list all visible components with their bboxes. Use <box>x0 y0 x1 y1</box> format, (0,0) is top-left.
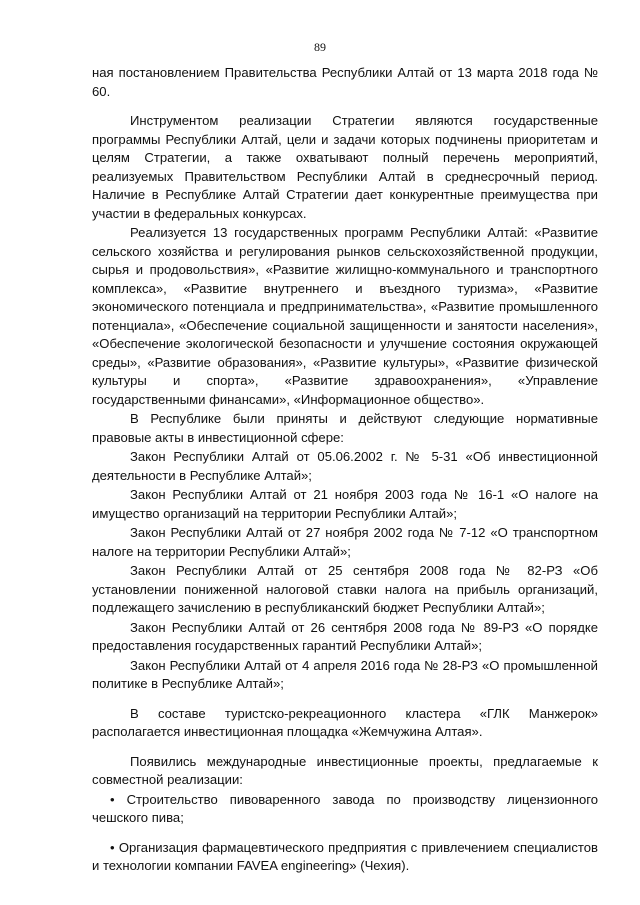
body-text <box>92 64 598 877</box>
bullet-item: • Строительство пивоваренного завода по производству лицензионного чешского пива; <box>92 791 598 825</box>
paragraph: Закон Республики Алтай от 21 ноября 2003 года № 16-1 «О налоге на имущество организаций на территории Республики Алтай»; <box>92 487 598 521</box>
paragraph: Закон Республики Алтай от 4 апреля 2016 года № 28-РЗ «О промышленной политике в Республике Алтай»; <box>92 657 598 691</box>
paragraph: В составе туристско-рекреационного кластера «ГЛК Манжерок» располагается инвестиционная площадка «Жемчужина Алтая». <box>92 705 598 739</box>
paragraph: Закон Республики Алтай от 05.06.2002 г. № 5-31 «Об инвестиционной деятельности в Республике Алтай»; <box>92 449 598 483</box>
paragraph: Инструментом реализации Стратегии являются государственные программы Республики Алтай, цели и задачи которых подчинены приоритетам и целям Стратегии, а также охватывают полный перечень мероприятий, реализуемых Правительством Республики Алтай в среднесрочный период. Наличие в Республике Алтай Стратегии дает конкурентные преимущества при участии в федеральных конкурсах. <box>92 113 598 221</box>
bullet-item: • Организация фармацевтического предприятия с привлечением специалистов и технологии компании FAVEA engineering» (Чехия). <box>92 839 598 873</box>
paragraph: ная постановлением Правительства Республики Алтай от 13 марта 2018 года № 60. <box>92 65 598 99</box>
paragraph: Закон Республики Алтай от 27 ноября 2002 года № 7-12 «О транспортном налоге на территории Республики Алтай»; <box>92 525 598 559</box>
paragraph: Реализуется 13 государственных программ Республики Алтай: «Развитие сельского хозяйства и регулирования рынков сельскохозяйственной продукции, сырья и продовольствия», «Развитие жилищно-коммунального и транспортного комплекса», «Развитие внутреннего и въездного туризма», «Развитие экономического потенциала и предпринимательства», «Развитие промышленного потенциала», «Обеспечение социальной защищенности и занятости населения», «Обеспечение экологической безопасности и улучшение состояния окружающей среды», «Развитие образования», «Развитие культуры», «Развитие физической культуры и спорта», «Развитие здравоохранения», «Управление государственными финансами», «Информационное общество». <box>92 225 598 407</box>
paragraph: Закон Республики Алтай от 26 сентября 2008 года № 89-РЗ «О порядке предоставления государственных гарантий Республики Алтай»; <box>92 619 598 653</box>
paragraph: Появились международные инвестиционные проекты, предлагаемые к совместной реализации: <box>92 753 598 787</box>
paragraph: Закон Республики Алтай от 25 сентября 2008 года № 82-РЗ «Об установлении пониженной налоговой ставки налога на прибыль организаций, подлежащего зачислению в республиканский бюджет Республики Алтай»; <box>92 563 598 615</box>
paragraph: В Республике были приняты и действуют следующие нормативные правовые акты в инвестиционной сфере: <box>92 411 598 445</box>
page-number: 89 <box>314 40 326 54</box>
